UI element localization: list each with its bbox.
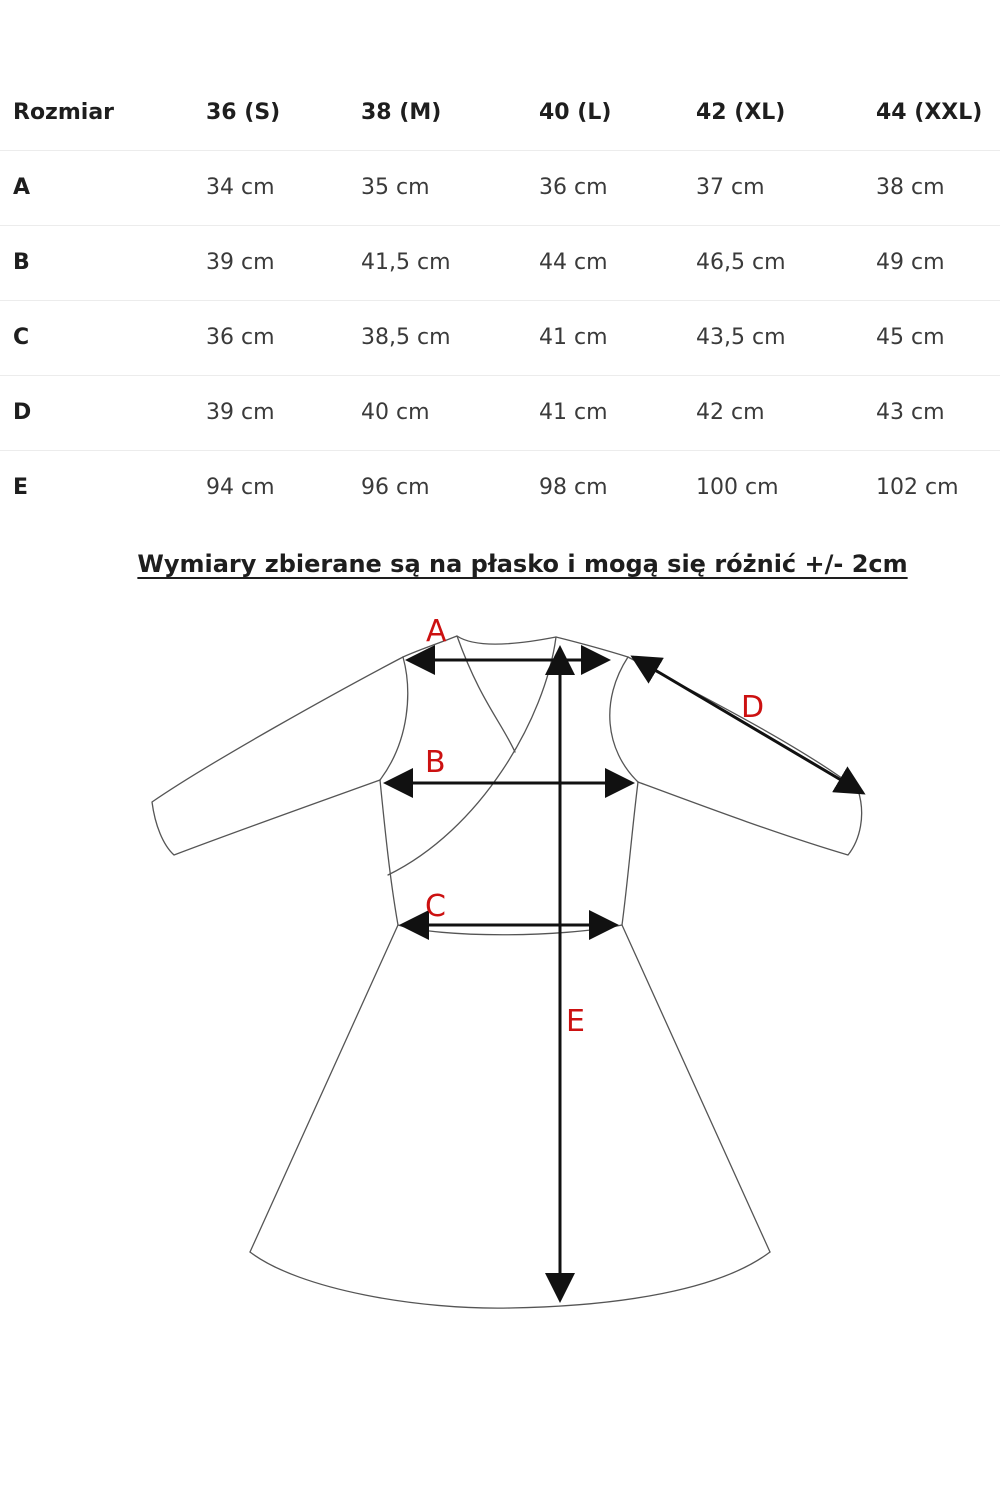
label-c: C xyxy=(425,889,446,924)
arrow-d xyxy=(633,657,863,793)
row-label: D xyxy=(13,400,32,425)
label-a: A xyxy=(426,614,447,649)
table-cell: 40 cm xyxy=(361,400,430,425)
right-sleeve xyxy=(628,657,862,855)
table-cell: 41 cm xyxy=(539,325,608,350)
table-cell: 94 cm xyxy=(206,475,275,501)
row-label: B xyxy=(13,250,30,275)
table-cell: 39 cm xyxy=(206,250,275,275)
table-cell: 100 cm xyxy=(696,475,779,501)
table-cell: 39 cm xyxy=(206,400,275,425)
dress-outline xyxy=(152,636,862,1308)
right-armhole xyxy=(610,657,638,782)
table-cell: 42 cm xyxy=(696,400,765,425)
table-cell: 34 cm xyxy=(206,175,275,200)
table-cell: 49 cm xyxy=(876,250,945,275)
table-cell: 36 cm xyxy=(206,325,275,350)
table-cell: 44 cm xyxy=(539,250,608,275)
table-cell: 35 cm xyxy=(361,175,430,200)
skirt-left-side xyxy=(250,925,398,1252)
left-sleeve xyxy=(152,657,403,855)
header-cell-44: 44 (XXL) xyxy=(876,99,983,125)
header-cell-size: Rozmiar xyxy=(13,99,115,125)
measurement-note: Wymiary zbierane są na płasko i mogą się różnić +/- 2cm xyxy=(137,550,908,578)
table-cell: 37 cm xyxy=(696,175,765,200)
header-cell-38: 38 (M) xyxy=(361,99,442,125)
table-cell: 36 cm xyxy=(539,175,608,200)
measurement-labels xyxy=(425,614,764,1039)
table-cell: 43 cm xyxy=(876,400,945,425)
skirt-hem xyxy=(250,1252,770,1308)
label-d: D xyxy=(741,690,765,725)
table-cell: 43,5 cm xyxy=(696,325,786,350)
table-cell: 41,5 cm xyxy=(361,250,451,275)
left-armhole xyxy=(380,657,408,780)
table-cell: 45 cm xyxy=(876,325,945,350)
table-cell: 38,5 cm xyxy=(361,325,451,350)
wrap-front-line xyxy=(457,636,515,752)
table-cell: 38 cm xyxy=(876,175,945,200)
table-cell: 98 cm xyxy=(539,475,608,501)
row-label: E xyxy=(13,475,29,501)
row-label: C xyxy=(13,325,30,350)
bodice-right-side xyxy=(622,782,638,925)
header-cell-36: 36 (S) xyxy=(206,99,281,125)
skirt-right-side xyxy=(622,925,770,1252)
table-cell: 46,5 cm xyxy=(696,250,786,275)
table-cell: 96 cm xyxy=(361,475,430,501)
table-cell: 102 cm xyxy=(876,475,959,501)
row-label: A xyxy=(13,175,31,200)
header-cell-40: 40 (L) xyxy=(539,99,612,125)
header-cell-42: 42 (XL) xyxy=(696,99,786,125)
table-cell: 41 cm xyxy=(539,400,608,425)
label-e: E xyxy=(566,1004,585,1039)
bodice-left-side xyxy=(380,780,398,925)
label-b: B xyxy=(425,745,446,780)
